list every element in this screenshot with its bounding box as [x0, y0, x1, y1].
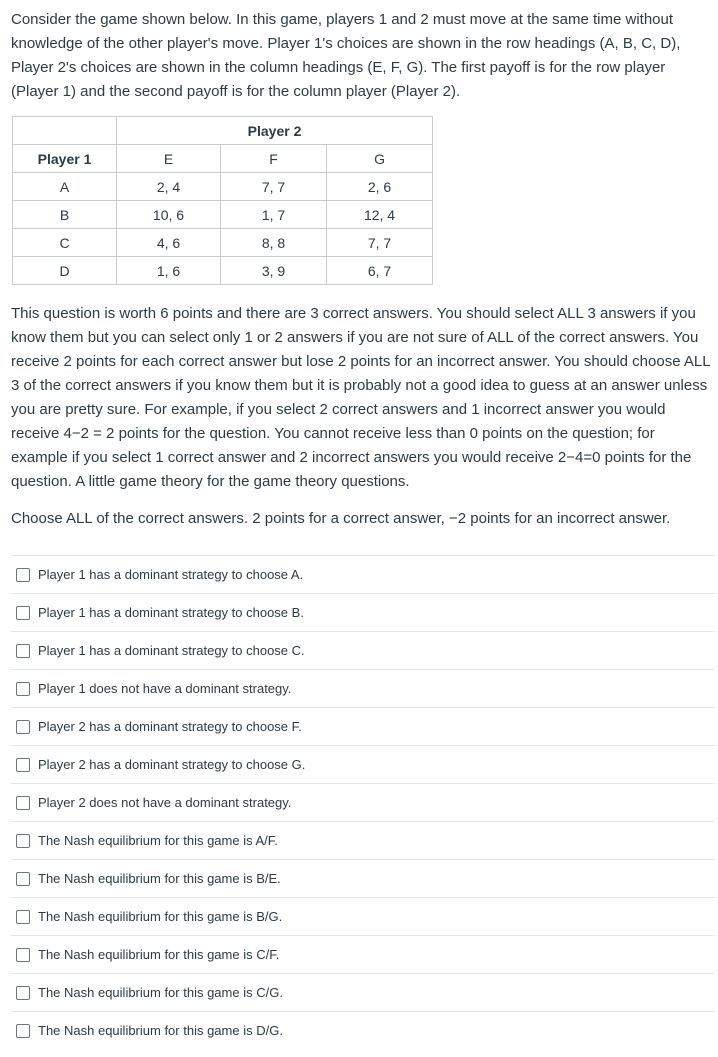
- answer-option[interactable]: [11, 707, 715, 745]
- answer-label: Player 1 has a dominant strategy to choose A.: [38, 567, 304, 582]
- answer-label: Player 1 does not have a dominant strategy.: [38, 681, 292, 696]
- checkbox[interactable]: [16, 720, 30, 734]
- payoff-cell: 3, 9: [221, 257, 327, 285]
- answer-option[interactable]: [11, 783, 715, 821]
- checkbox[interactable]: [16, 834, 30, 848]
- answer-label: Player 2 has a dominant strategy to choose G.: [38, 757, 306, 772]
- answer-option[interactable]: [11, 821, 715, 859]
- payoff-cell: 1, 7: [221, 201, 327, 229]
- empty-corner-cell: [13, 117, 117, 145]
- payoff-cell: 8, 8: [221, 229, 327, 257]
- answer-label: The Nash equilibrium for this game is A/F.: [38, 833, 278, 848]
- row-header-c: C: [13, 229, 117, 257]
- player2-header: Player 2: [117, 117, 433, 145]
- checkbox[interactable]: [16, 682, 30, 696]
- checkbox[interactable]: [16, 872, 30, 886]
- payoff-cell: 7, 7: [327, 229, 433, 257]
- payoff-cell: 1, 6: [117, 257, 221, 285]
- checkbox[interactable]: [16, 796, 30, 810]
- answer-option[interactable]: [11, 593, 715, 631]
- checkbox[interactable]: [16, 1024, 30, 1038]
- answer-option[interactable]: [11, 935, 715, 973]
- checkbox[interactable]: [16, 568, 30, 582]
- answer-option[interactable]: [11, 1011, 715, 1049]
- answer-option[interactable]: [11, 631, 715, 669]
- checkbox[interactable]: [16, 986, 30, 1000]
- payoff-table: [12, 116, 433, 285]
- column-header-g: G: [327, 145, 433, 173]
- payoff-cell: 6, 7: [327, 257, 433, 285]
- answer-label: Player 2 has a dominant strategy to choose F.: [38, 719, 302, 734]
- answer-label: Player 1 has a dominant strategy to choose C.: [38, 643, 305, 658]
- checkbox[interactable]: [16, 644, 30, 658]
- column-header-e: E: [117, 145, 221, 173]
- row-header-a: A: [13, 173, 117, 201]
- answer-option[interactable]: [11, 973, 715, 1011]
- checkbox[interactable]: [16, 948, 30, 962]
- checkbox[interactable]: [16, 910, 30, 924]
- answer-option[interactable]: [11, 859, 715, 897]
- answer-option[interactable]: [11, 897, 715, 935]
- payoff-cell: 12, 4: [327, 201, 433, 229]
- column-header-f: F: [221, 145, 327, 173]
- answer-option[interactable]: [11, 555, 715, 593]
- question-intro: Consider the game shown below. In this game, players 1 and 2 must move at the same time without knowledge of the other player's move. Player 1's choices are shown in the row headings (A, B, C, D), Player 2's choices are shown in the column headings (E, F, G). The first payoff is for the row player (Player 1) and the second payoff is for the column player (Player 2).: [11, 11, 681, 100]
- table-row: [13, 201, 433, 229]
- checkbox[interactable]: [16, 758, 30, 772]
- scoring-explanation: This question is worth 6 points and there are 3 correct answers. You should select ALL 3 answers if you know them but you can select only 1 or 2 answers if you are not sure of ALL of the correct answers. You receive 2 points for each correct answer but lose 2 points for an incorrect answer. You should choose ALL 3 of the correct answers if you know them but it is probably not a good idea to guess at an answer unless you are pretty sure. For example, if you select 2 correct answers and 1 incorrect answer you would receive 4−2 = 2 points for the question. You cannot receive less than 0 points on the question; for example if you select 1 correct answer and 2 incorrect answers you would receive 2−4=0 points for the question. A little game theory for the game theory questions.: [11, 305, 711, 490]
- answer-label: Player 2 does not have a dominant strategy.: [38, 795, 292, 810]
- answer-list: [11, 555, 715, 1049]
- table-row: [13, 257, 433, 285]
- answer-label: The Nash equilibrium for this game is C/F.: [38, 947, 280, 962]
- payoff-cell: 2, 4: [117, 173, 221, 201]
- payoff-cell: 4, 6: [117, 229, 221, 257]
- answer-option[interactable]: [11, 669, 715, 707]
- table-header-row: [13, 117, 433, 145]
- table-row: [13, 173, 433, 201]
- table-column-row: [13, 145, 433, 173]
- answer-label: The Nash equilibrium for this game is B/G.: [38, 909, 283, 924]
- answer-label: The Nash equilibrium for this game is B/E.: [38, 871, 281, 886]
- payoff-cell: 10, 6: [117, 201, 221, 229]
- question-instruction: Choose ALL of the correct answers. 2 points for a correct answer, −2 points for an incorrect answer.: [11, 510, 671, 527]
- payoff-cell: 2, 6: [327, 173, 433, 201]
- player1-header: Player 1: [13, 145, 117, 173]
- answer-label: The Nash equilibrium for this game is C/G.: [38, 985, 283, 1000]
- answer-option[interactable]: [11, 745, 715, 783]
- table-row: [13, 229, 433, 257]
- answer-label: Player 1 has a dominant strategy to choose B.: [38, 605, 304, 620]
- answer-label: The Nash equilibrium for this game is D/G.: [38, 1023, 283, 1038]
- checkbox[interactable]: [16, 606, 30, 620]
- payoff-cell: 7, 7: [221, 173, 327, 201]
- row-header-d: D: [13, 257, 117, 285]
- row-header-b: B: [13, 201, 117, 229]
